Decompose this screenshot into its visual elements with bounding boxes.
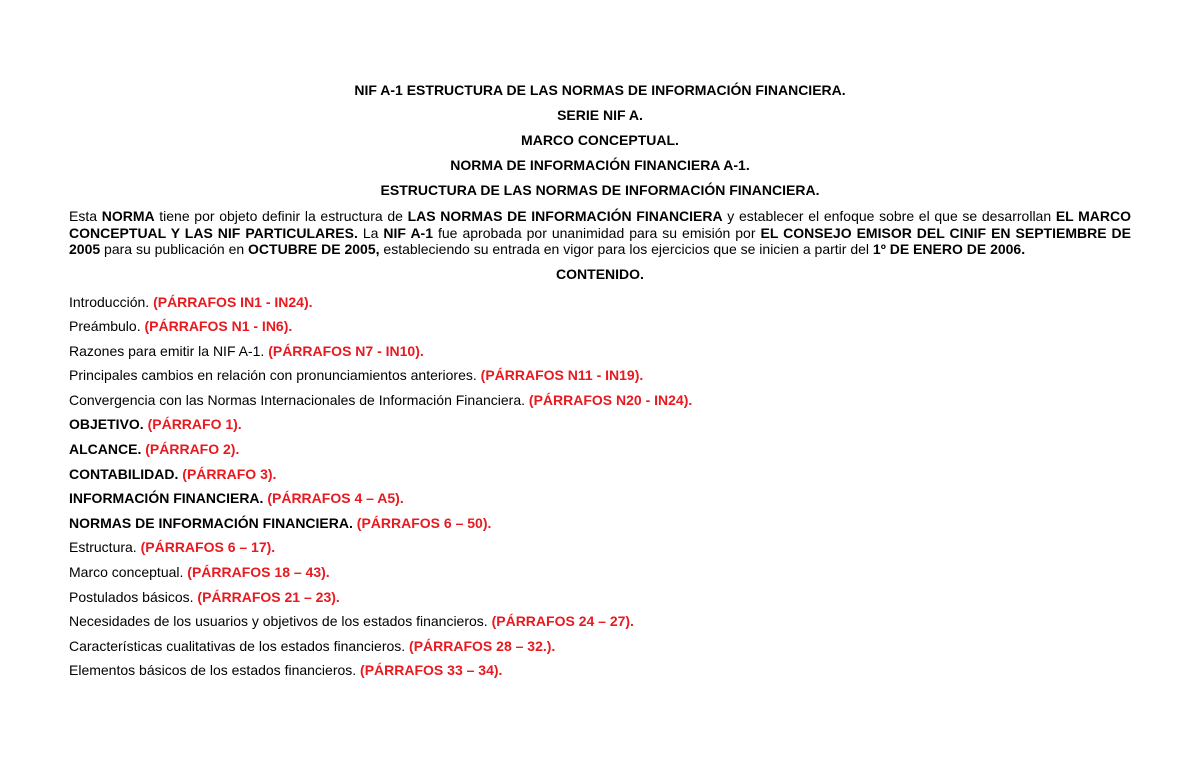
toc-item — [69, 294, 1131, 319]
toc-item-label: Necesidades de los usuarios y objetivos de los estados financieros. — [69, 613, 492, 630]
toc-item-label: OBJETIVO. — [69, 416, 148, 433]
toc-item-reference: (PÁRRAFOS 4 – A5). — [267, 490, 404, 507]
toc-item-label: INFORMACIÓN FINANCIERA. — [69, 490, 268, 507]
toc-item — [69, 343, 1131, 368]
toc-item-label: NORMAS DE INFORMACIÓN FINANCIERA. — [69, 514, 357, 531]
toc-item-label: Marco conceptual. — [69, 564, 188, 581]
document-title: NIF A-1 ESTRUCTURA DE LAS NORMAS DE INFORMACIÓN FINANCIERA. — [354, 82, 846, 98]
toc-item-label: Estructura. — [69, 539, 141, 556]
toc-item-label: Características cualitativas de los estados financieros. — [69, 637, 410, 654]
toc-item-label: ALCANCE. — [69, 441, 146, 458]
toc-item-reference: (PÁRRAFOS N11 - IN19). — [480, 367, 644, 384]
intro-text: y establecer el enfoque sobre el que se desarrollan — [722, 208, 1056, 224]
toc-item — [69, 416, 1131, 441]
toc-item-reference: (PÁRRAFOS 6 – 50). — [356, 514, 492, 531]
toc-item-reference: (PÁRRAFO 2). — [145, 441, 240, 458]
toc-item-reference: (PÁRRAFOS 33 – 34). — [360, 662, 503, 679]
intro-text: La — [357, 224, 384, 241]
toc-item-label: CONTABILIDAD. — [69, 465, 183, 482]
intro-bold: 1º DE ENERO DE 2006. — [872, 241, 1026, 257]
contents-heading: CONTENIDO. — [556, 265, 644, 282]
intro-bold: EL MARCO CONCEPTUAL Y LAS NIF PARTICULARES. — [69, 208, 1132, 241]
toc-item — [69, 466, 1131, 491]
toc-item — [69, 441, 1131, 466]
toc-item-label: Razones para emitir la NIF A-1. — [69, 342, 269, 359]
toc-item-reference: (PÁRRAFO 1). — [147, 416, 242, 433]
intro-bold: NIF A-1 — [383, 224, 434, 241]
toc-item — [69, 318, 1131, 343]
toc-item-reference: (PÁRRAFOS 28 – 32.). — [409, 637, 556, 654]
toc-item-label: Principales cambios en relación con pronunciamientos anteriores. — [69, 367, 481, 384]
intro-text: tiene por objeto definir la estructura de — [154, 208, 408, 224]
toc-item-label: Convergencia con las Normas Internacionales de Información Financiera. — [69, 391, 529, 408]
toc-item — [69, 539, 1131, 564]
intro-bold: OCTUBRE DE 2005, — [248, 241, 380, 257]
intro-text: para su publicación en — [100, 241, 249, 257]
toc-item-reference: (PÁRRAFOS 6 – 17). — [140, 539, 276, 556]
intro-text: fue aprobada por unanimidad para su emisión por — [433, 224, 761, 241]
toc-item-reference: (PÁRRAFO 3). — [182, 465, 277, 482]
toc-item-reference: (PÁRRAFOS 24 – 27). — [491, 613, 634, 630]
toc-item-reference: (PÁRRAFOS N1 - IN6). — [144, 318, 293, 335]
table-of-contents — [69, 294, 1131, 688]
series-heading: SERIE NIF A. — [557, 107, 643, 123]
toc-item-reference: (PÁRRAFOS 18 – 43). — [187, 564, 330, 581]
toc-item — [69, 392, 1131, 417]
intro-bold: NORMA — [101, 208, 155, 224]
toc-item — [69, 638, 1131, 663]
toc-item — [69, 564, 1131, 589]
framework-heading: MARCO CONCEPTUAL. — [521, 132, 679, 148]
toc-item-label: Elementos básicos de los estados financieros. — [69, 662, 361, 679]
toc-item-reference: (PÁRRAFOS IN1 - IN24). — [153, 293, 313, 310]
toc-item-reference: (PÁRRAFOS N7 - IN10). — [268, 342, 424, 359]
toc-item — [69, 367, 1131, 392]
toc-item — [69, 515, 1131, 540]
toc-item-reference: (PÁRRAFOS 21 – 23). — [197, 588, 340, 605]
intro-text: Esta — [69, 208, 102, 224]
toc-item-reference: (PÁRRAFOS N20 - IN24). — [528, 391, 693, 408]
toc-item-label: Preámbulo. — [69, 318, 145, 335]
intro-bold: EL CONSEJO EMISOR DEL CINIF EN SEPTIEMBRE DE 2005 — [69, 224, 1131, 257]
toc-item-label: Introducción. — [69, 293, 154, 310]
intro-bold: LAS NORMAS DE INFORMACIÓN FINANCIERA — [407, 208, 723, 224]
toc-item — [69, 613, 1131, 638]
intro-paragraph — [69, 208, 1131, 258]
intro-text: estableciendo su entrada en vigor para los ejercicios que se inicien a partir del — [379, 241, 873, 257]
structure-heading: ESTRUCTURA DE LAS NORMAS DE INFORMACIÓN FINANCIERA. — [380, 182, 820, 198]
toc-item — [69, 490, 1131, 515]
toc-item — [69, 662, 1131, 687]
toc-item — [69, 589, 1131, 614]
toc-item-label: Postulados básicos. — [69, 588, 198, 605]
norm-heading: NORMA DE INFORMACIÓN FINANCIERA A-1. — [450, 157, 750, 173]
